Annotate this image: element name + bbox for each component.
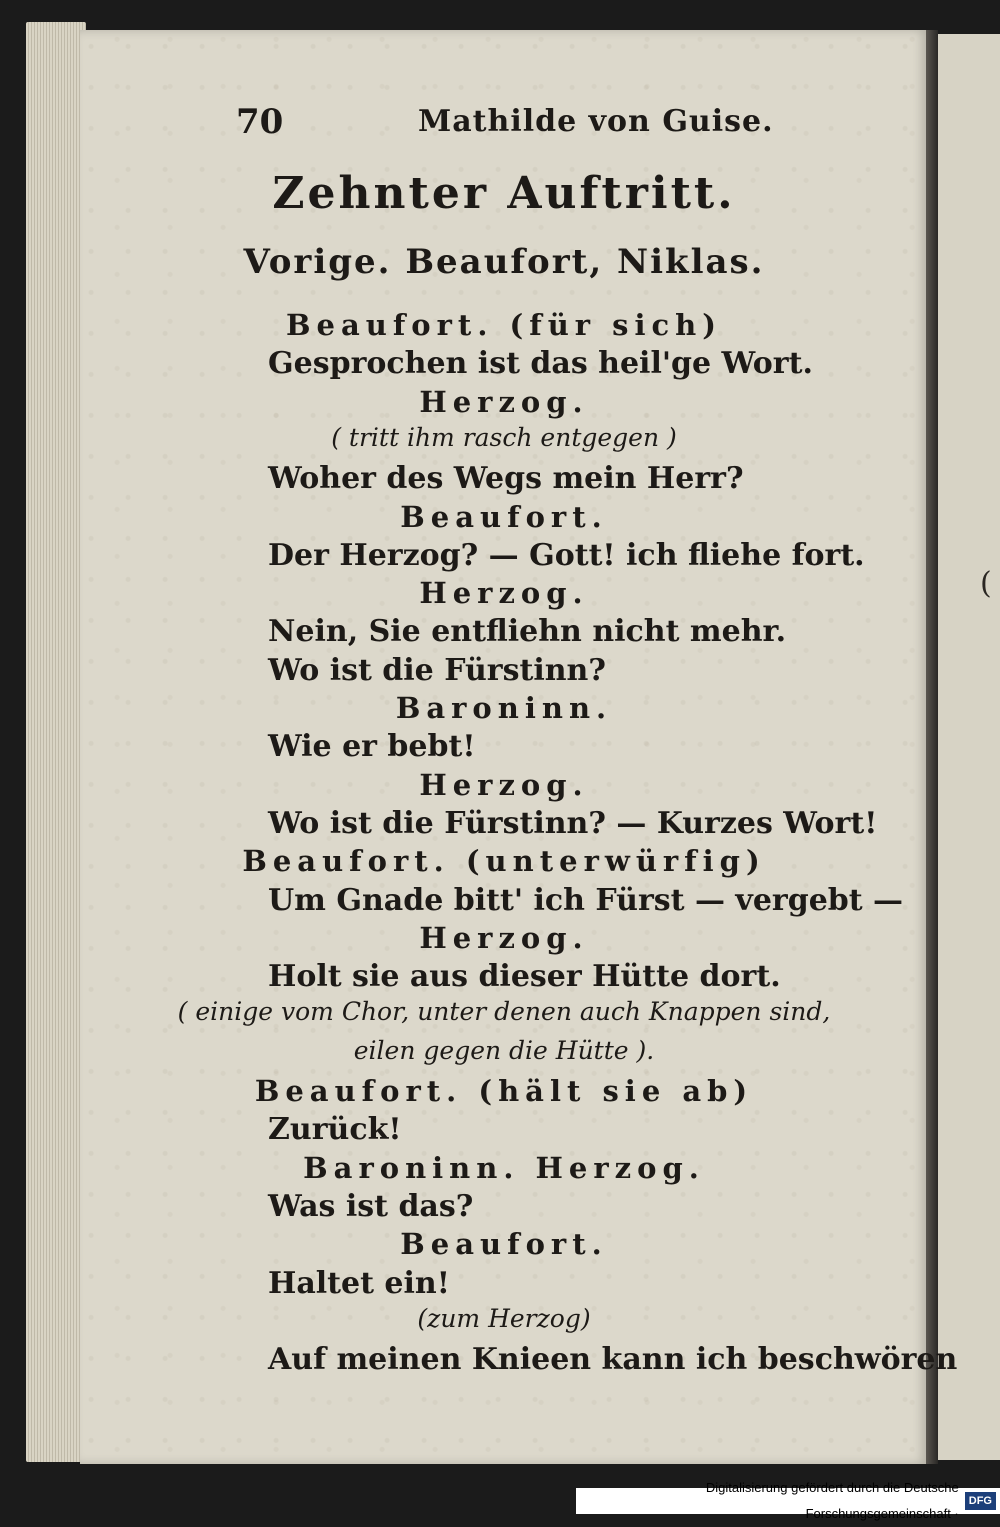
verse-line: Wo ist die Fürstinn? <box>268 653 606 688</box>
verse-line: Gesprochen ist das heil'ge Wort. <box>268 346 813 381</box>
verse-line: Nein, Sie entfliehn nicht mehr. <box>268 614 787 649</box>
facing-page-fragment: ( <box>980 566 992 601</box>
verse-line: Wie er bebt! <box>268 729 476 764</box>
verse-line: Um Gnade bitt' ich Fürst — vergebt — <box>268 883 904 918</box>
verse-line: Wo ist die Fürstinn? — Kurzes Wort! <box>268 806 878 841</box>
verse-line: Woher des Wegs mein Herr? <box>268 461 744 496</box>
stage-direction: eilen gegen die Hütte ). <box>353 1036 655 1065</box>
running-title: Mathilde von Guise. <box>418 104 774 139</box>
speaker-name: Herzog. <box>419 768 589 802</box>
speaker-name: Beaufort. (unterwürfig) <box>242 844 766 878</box>
credit-text: Digitalisierung gefördert durch die Deutsche Forschungsgemeinschaft · <box>705 1480 959 1521</box>
page-edges <box>26 22 86 1462</box>
verse-line: Was ist das? <box>268 1189 474 1224</box>
verse-line: Haltet ein! <box>268 1266 450 1301</box>
verse-line: Holt sie aus dieser Hütte dort. <box>268 959 781 994</box>
stage-direction: ( tritt ihm rasch entgegen ) <box>331 423 677 452</box>
speaker-name: Beaufort. <box>400 500 608 534</box>
stage-direction: (zum Herzog) <box>417 1304 591 1333</box>
speaker-name: Beaufort. <box>400 1227 608 1261</box>
speaker-name: Herzog. <box>419 921 589 955</box>
speaker-name: Herzog. <box>419 385 589 419</box>
scene-title: Zehnter Auftritt. <box>272 168 736 219</box>
speaker-name: Beaufort. (hält sie ab) <box>254 1074 754 1108</box>
dfg-logo: DFG <box>965 1492 996 1510</box>
verse-line: Zurück! <box>268 1112 402 1147</box>
page-number: 70 <box>236 102 284 142</box>
verse-line: Auf meinen Knieen kann ich beschwören <box>268 1342 958 1377</box>
cast-list: Vorige. Beaufort, Niklas. <box>243 242 765 282</box>
speaker-name: Baroninn. <box>395 691 613 725</box>
speaker-name: Beaufort. (für sich) <box>286 308 722 342</box>
facing-page <box>938 34 1000 1460</box>
verse-line: Der Herzog? — Gott! ich fliehe fort. <box>268 538 865 573</box>
speaker-name: Baroninn. Herzog. <box>303 1151 705 1185</box>
speaker-name: Herzog. <box>419 576 589 610</box>
stage-direction: ( einige vom Chor, unter denen auch Knappen sind, <box>177 997 831 1026</box>
digitization-credit <box>576 1480 1000 1521</box>
